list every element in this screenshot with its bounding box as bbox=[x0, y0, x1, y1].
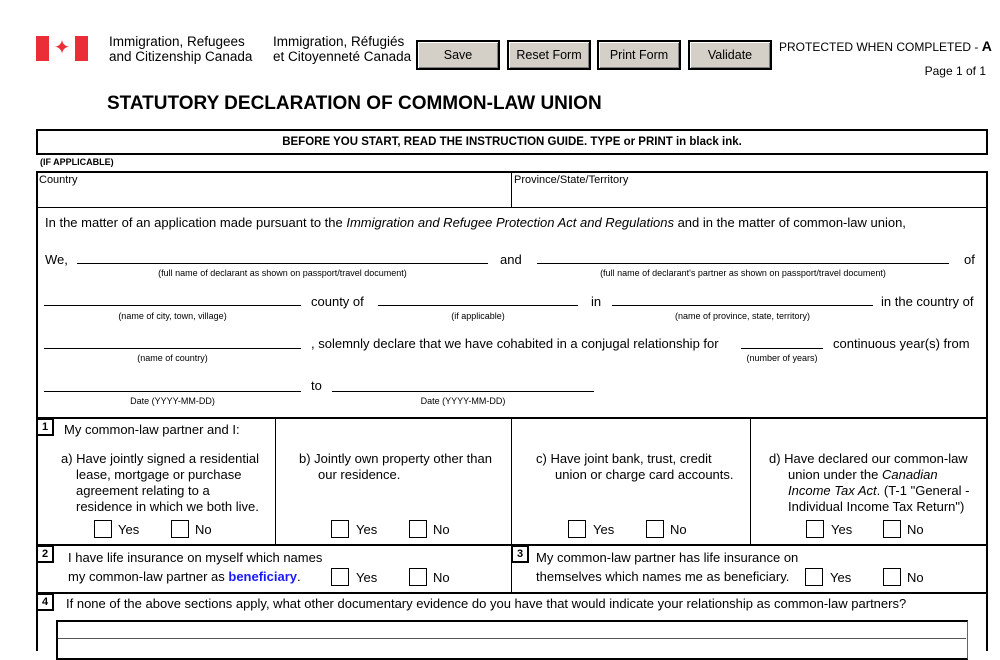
item-d-yes-checkbox[interactable] bbox=[806, 520, 824, 538]
divider bbox=[275, 419, 276, 545]
no-label: No bbox=[433, 570, 450, 585]
if-applicable-label: (IF APPLICABLE) bbox=[40, 157, 114, 167]
no-label: No bbox=[670, 522, 687, 537]
declaration-intro bbox=[45, 215, 906, 231]
yes-label: Yes bbox=[831, 522, 853, 537]
caption: (number of years) bbox=[746, 353, 818, 363]
text-line: agreement relating to a bbox=[76, 483, 210, 498]
section3-yes-checkbox[interactable] bbox=[805, 568, 823, 586]
item-d-text bbox=[769, 451, 969, 515]
section2-no-checkbox[interactable] bbox=[409, 568, 427, 586]
item-a-no-checkbox[interactable] bbox=[171, 520, 189, 538]
no-label: No bbox=[433, 522, 450, 537]
country-label: Country bbox=[39, 174, 78, 186]
dept-fr-line: et Citoyenneté Canada bbox=[273, 49, 412, 64]
of-label: of bbox=[964, 252, 975, 267]
text-line: b) Jointly own property other than bbox=[299, 451, 492, 466]
yes-label: Yes bbox=[356, 570, 378, 585]
caption: (name of city, town, village) bbox=[118, 311, 227, 321]
to-label: to bbox=[311, 378, 322, 393]
intro-text: In the matter of an application made pursuant to the bbox=[45, 215, 347, 230]
dept-en-line: and Citizenship Canada bbox=[109, 49, 253, 64]
date-to-field[interactable] bbox=[332, 391, 594, 392]
text-line: residence in which we both live. bbox=[76, 499, 259, 514]
divider bbox=[37, 417, 987, 419]
other-evidence-textarea[interactable] bbox=[56, 620, 968, 660]
city-field[interactable] bbox=[44, 305, 301, 306]
page-title: STATUTORY DECLARATION OF COMMON-LAW UNION bbox=[107, 93, 602, 114]
item-c-text bbox=[536, 451, 734, 483]
section2-yes-checkbox[interactable] bbox=[331, 568, 349, 586]
no-label: No bbox=[195, 522, 212, 537]
divider bbox=[37, 207, 987, 208]
yes-label: Yes bbox=[593, 522, 615, 537]
protected-label bbox=[779, 38, 992, 54]
item-a-text bbox=[61, 451, 259, 515]
yes-label: Yes bbox=[118, 522, 140, 537]
no-label: No bbox=[907, 522, 924, 537]
save-button[interactable]: Save bbox=[416, 40, 500, 70]
section-number: 2 bbox=[37, 546, 54, 563]
dept-fr-line: Immigration, Réfugiés bbox=[273, 34, 405, 49]
section-number: 1 bbox=[37, 419, 54, 436]
years-field[interactable] bbox=[741, 348, 823, 349]
text-line: union under the bbox=[788, 467, 882, 482]
item-b-yes-checkbox[interactable] bbox=[331, 520, 349, 538]
item-b-text bbox=[299, 451, 492, 483]
and-label: and bbox=[500, 252, 522, 267]
province-name-field[interactable] bbox=[612, 305, 873, 306]
county-label: county of bbox=[311, 294, 364, 309]
text-line: c) Have joint bank, trust, credit bbox=[536, 451, 712, 466]
solemnly-text: , solemnly declare that we have cohabited in a conjugal relationship for bbox=[311, 336, 719, 351]
text-line: my common-law partner as bbox=[68, 569, 229, 584]
text-line: lease, mortgage or purchase bbox=[76, 467, 242, 482]
section4-question: If none of the above sections apply, what other documentary evidence do you have that would indicate your relationship as common-law partners? bbox=[66, 596, 907, 611]
page-number: Page 1 of 1 bbox=[924, 64, 986, 78]
caption: (full name of declarant's partner as shown on passport/travel document) bbox=[600, 268, 886, 278]
we-label: We, bbox=[45, 252, 68, 267]
section3-text: My common-law partner has life insurance on bbox=[536, 550, 799, 565]
divider bbox=[58, 638, 966, 639]
section3-no-checkbox[interactable] bbox=[883, 568, 901, 586]
canada-flag-logo: ✦ bbox=[36, 36, 88, 61]
item-d-no-checkbox[interactable] bbox=[883, 520, 901, 538]
instruction-banner: BEFORE YOU START, READ THE INSTRUCTION GUIDE. TYPE or PRINT in black ink. bbox=[36, 129, 988, 155]
country-of-label: in the country of bbox=[881, 294, 974, 309]
section3-text: themselves which names me as beneficiary. bbox=[536, 569, 790, 584]
text-line: Canadian bbox=[881, 467, 938, 482]
divider bbox=[37, 592, 987, 594]
text-line: union or charge card accounts. bbox=[555, 467, 734, 482]
section1-heading: My common-law partner and I: bbox=[64, 422, 240, 437]
text-line: Individual Income Tax Return") bbox=[788, 499, 965, 514]
country-name-field[interactable] bbox=[44, 348, 301, 349]
yes-label: Yes bbox=[830, 570, 852, 585]
item-b-no-checkbox[interactable] bbox=[409, 520, 427, 538]
validate-button[interactable]: Validate bbox=[688, 40, 772, 70]
protected-level: A bbox=[981, 38, 992, 54]
no-label: No bbox=[907, 570, 924, 585]
protected-text: PROTECTED WHEN COMPLETED - bbox=[779, 40, 982, 54]
caption: Date (YYYY-MM-DD) bbox=[420, 396, 506, 406]
dept-en-line: Immigration, Refugees bbox=[109, 34, 245, 49]
text-line: Income Tax Act bbox=[788, 483, 877, 498]
caption: (name of country) bbox=[137, 353, 208, 363]
county-field[interactable] bbox=[378, 305, 578, 306]
print-form-button[interactable]: Print Form bbox=[597, 40, 681, 70]
province-label: Province/State/Territory bbox=[514, 174, 629, 186]
section-number: 4 bbox=[37, 594, 54, 611]
department-name-en bbox=[109, 34, 252, 64]
section2-text: I have life insurance on myself which names bbox=[68, 550, 323, 565]
reset-form-button[interactable]: Reset Form bbox=[507, 40, 591, 70]
section2-text bbox=[68, 569, 301, 585]
text-line: . (T-1 "General - bbox=[876, 483, 970, 498]
department-name-fr bbox=[273, 34, 411, 64]
section-number: 3 bbox=[512, 546, 529, 563]
country-field[interactable] bbox=[38, 172, 511, 207]
item-c-no-checkbox[interactable] bbox=[646, 520, 664, 538]
continuous-text: continuous year(s) from bbox=[833, 336, 970, 351]
text-line: . bbox=[297, 569, 301, 584]
item-c-yes-checkbox[interactable] bbox=[568, 520, 586, 538]
intro-text: and in the matter of common-law union, bbox=[673, 215, 906, 230]
caption: (full name of declarant as shown on passport/travel document) bbox=[158, 268, 407, 278]
text-line: our residence. bbox=[318, 467, 401, 482]
date-from-field[interactable] bbox=[44, 391, 301, 392]
text-line: d) Have declared our common-law bbox=[769, 451, 968, 466]
act-name: Immigration and Refugee Protection Act and Regulations bbox=[346, 215, 674, 230]
in-label: in bbox=[591, 294, 602, 309]
declarant-name-field[interactable] bbox=[77, 263, 488, 264]
yes-label: Yes bbox=[356, 522, 378, 537]
text-line: a) Have jointly signed a residential bbox=[61, 451, 259, 466]
caption: (if applicable) bbox=[451, 311, 505, 321]
partner-name-field[interactable] bbox=[537, 263, 949, 264]
item-a-yes-checkbox[interactable] bbox=[94, 520, 112, 538]
divider bbox=[511, 419, 512, 545]
beneficiary-link[interactable]: beneficiary bbox=[228, 569, 298, 584]
divider bbox=[750, 419, 751, 545]
caption: (name of province, state, territory) bbox=[674, 311, 811, 321]
caption: Date (YYYY-MM-DD) bbox=[130, 396, 215, 406]
